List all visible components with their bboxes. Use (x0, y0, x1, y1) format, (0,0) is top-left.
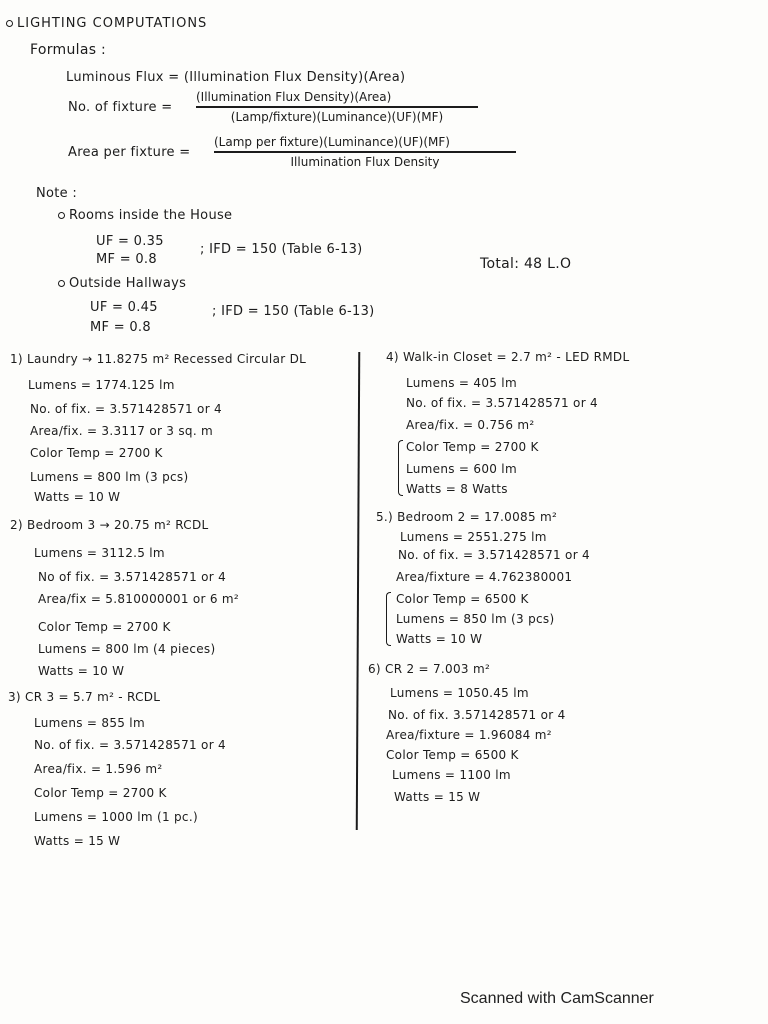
total-lighting-outlets: Total: 48 L.O (480, 256, 572, 272)
room-line: Lumens = 855 lm (34, 716, 145, 730)
room-line: Color Temp = 2700 K (406, 440, 539, 454)
room-line: Color Temp = 2700 K (38, 620, 171, 634)
scanner-watermark: Scanned with CamScanner (460, 990, 654, 1007)
page-title (6, 16, 207, 31)
room-line: Area/fix. = 3.3117 or 3 sq. m (30, 424, 214, 438)
room-line: No. of fix. = 3.571428571 or 4 (34, 738, 226, 752)
formula-area-fixture-fraction (214, 135, 516, 169)
room-line: Area/fix = 5.810000001 or 6 m² (38, 592, 240, 606)
note-outside-ifd: ; IFD = 150 (Table 6-13) (212, 304, 375, 319)
room-line: Watts = 10 W (396, 632, 483, 646)
room-line: Watts = 15 W (34, 834, 121, 848)
grouping-bracket (386, 592, 391, 646)
room-heading: 1) Laundry → 11.8275 m² Recessed Circular DL (10, 352, 307, 366)
room-line: Area/fix. = 0.756 m² (406, 418, 535, 432)
room-line: Color Temp = 6500 K (386, 748, 519, 762)
fraction-bar (196, 106, 478, 108)
note-outside-uf: UF = 0.45 (90, 300, 158, 315)
room-heading: 4) Walk-in Closet = 2.7 m² - LED RMDL (386, 350, 630, 364)
note-outside-label-text: Outside Hallways (69, 276, 187, 291)
room-line: Lumens = 600 lm (406, 462, 517, 476)
room-line: Area/fixture = 1.96084 m² (386, 728, 552, 742)
note-rooms-ifd: ; IFD = 150 (Table 6-13) (200, 242, 363, 257)
room-line: Color Temp = 6500 K (396, 592, 529, 606)
room-line: Lumens = 2551.275 lm (400, 530, 547, 544)
formula-no-fixture-label: No. of fixture = (68, 100, 173, 115)
room-line: Lumens = 3112.5 lm (34, 546, 165, 560)
room-line: Color Temp = 2700 K (30, 446, 163, 460)
room-line: Lumens = 1050.45 lm (390, 686, 529, 700)
grouping-bracket (398, 440, 403, 496)
room-line: Area/fix. = 1.596 m² (34, 762, 163, 776)
note-rooms-label (58, 208, 232, 223)
bullet-icon (58, 212, 65, 219)
room-line: No. of fix. = 3.571428571 or 4 (398, 548, 590, 562)
bullet-icon (6, 20, 13, 27)
fraction-bar (214, 151, 516, 153)
room-line: Color Temp = 2700 K (34, 786, 167, 800)
formula-no-fixture-numerator: (Illumination Flux Density)(Area) (196, 90, 392, 104)
note-outside-mf: MF = 0.8 (90, 320, 151, 335)
room-line: Lumens = 850 lm (3 pcs) (396, 612, 555, 626)
bullet-icon (58, 280, 65, 287)
room-line: No of fix. = 3.571428571 or 4 (38, 570, 227, 584)
room-line: No. of fix. = 3.571428571 or 4 (30, 402, 222, 416)
room-line: No. of fix. 3.571428571 or 4 (388, 708, 566, 722)
room-line: Lumens = 1000 lm (1 pc.) (34, 810, 198, 824)
formulas-heading: Formulas : (30, 42, 107, 58)
room-line: No. of fix. = 3.571428571 or 4 (406, 396, 598, 410)
room-heading: 2) Bedroom 3 → 20.75 m² RCDL (10, 518, 209, 532)
room-heading: 5.) Bedroom 2 = 17.0085 m² (376, 510, 558, 524)
room-line: Watts = 8 Watts (406, 482, 508, 496)
formula-no-fixture-fraction (196, 90, 478, 124)
note-heading: Note : (36, 186, 78, 201)
room-line: Lumens = 1100 lm (392, 768, 511, 782)
note-outside-label (58, 276, 186, 291)
note-rooms-label-text: Rooms inside the House (69, 208, 233, 223)
formula-area-fixture-label: Area per fixture = (68, 145, 191, 160)
room-line: Lumens = 405 lm (406, 376, 517, 390)
formula-luminous-flux: Luminous Flux = (Illumination Flux Density)(Area) (66, 70, 406, 85)
formula-area-fixture-numerator: (Lamp per fixture)(Luminance)(UF)(MF) (214, 135, 450, 149)
room-line: Area/fixture = 4.762380001 (396, 570, 573, 584)
room-heading: 3) CR 3 = 5.7 m² - RCDL (8, 690, 161, 704)
room-line: Watts = 10 W (38, 664, 125, 678)
room-line: Lumens = 800 lm (4 pieces) (38, 642, 216, 656)
room-line: Lumens = 1774.125 lm (28, 378, 175, 392)
room-heading: 6) CR 2 = 7.003 m² (368, 662, 491, 676)
note-rooms-uf: UF = 0.35 (96, 234, 164, 249)
room-line: Lumens = 800 lm (3 pcs) (30, 470, 189, 484)
room-line: Watts = 15 W (394, 790, 481, 804)
note-rooms-mf: MF = 0.8 (96, 252, 157, 267)
formula-area-fixture-denominator: Illumination Flux Density (290, 154, 440, 169)
room-line: Watts = 10 W (34, 490, 121, 504)
page-title-text: LIGHTING COMPUTATIONS (17, 16, 208, 31)
column-divider (356, 352, 361, 830)
formula-no-fixture-denominator: (Lamp/fixture)(Luminance)(UF)(MF) (230, 109, 444, 124)
